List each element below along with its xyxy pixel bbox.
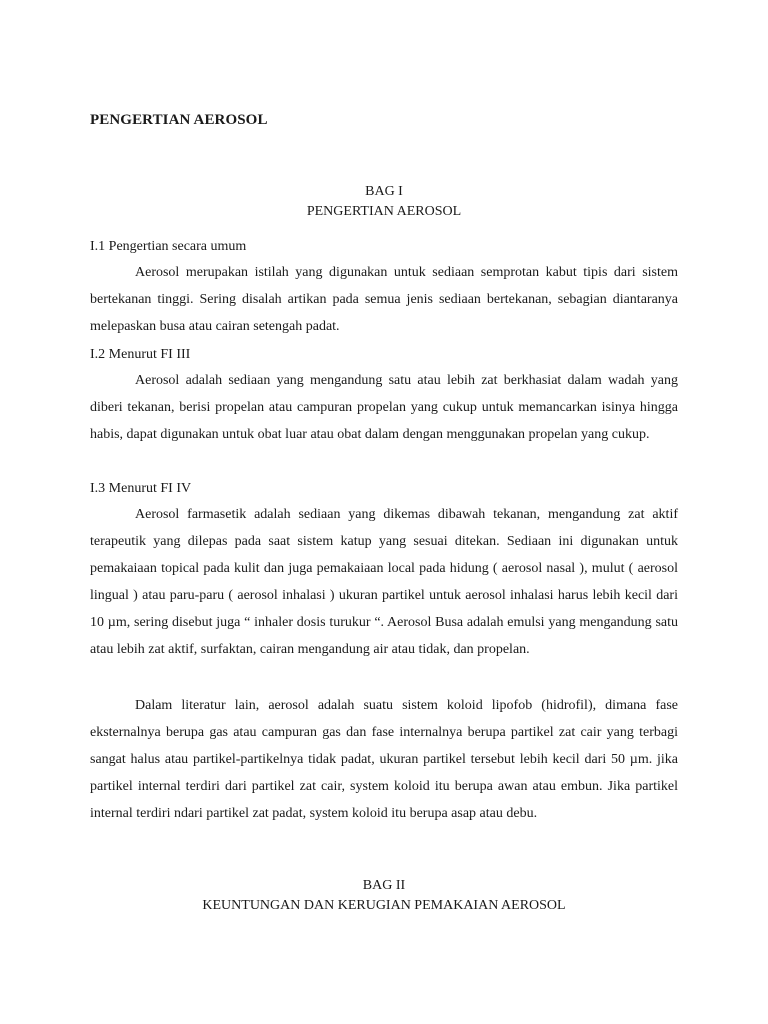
chapter-2-title: KEUNTUNGAN DAN KERUGIAN PEMAKAIAN AEROSOL bbox=[202, 898, 566, 913]
section-1-2-paragraph: Aerosol adalah sediaan yang mengandung satu atau lebih zat berkhasiat dalam wadah yang diberi tekanan, berisi propelan atau campuran propelan yang cukup untuk memancarkan isinya hingga habis, dapat digunakan untuk obat luar atau obat dalam dengan menggunakan propelan yang cukup. bbox=[90, 373, 678, 442]
section-1-1-heading: I.1 Pengertian secara umum bbox=[90, 239, 247, 254]
chapter-2-heading bbox=[90, 876, 678, 916]
section-1-2-heading: I.2 Menurut FI III bbox=[90, 347, 191, 362]
document-title: PENGERTIAN AEROSOL bbox=[90, 112, 268, 128]
chapter-1-label: BAG I bbox=[365, 184, 403, 199]
section-1-3-paragraph-2: Dalam literatur lain, aerosol adalah suatu sistem koloid lipofob (hidrofil), dimana fase eksternalnya berupa gas atau campuran gas dan fase internalnya berupa partikel zat cair yang terbagi sangat halus atau partikel-partikelnya tidak padat, ukuran partikel tersebut lebih kecil dari 50 µm. jika partikel internal terdiri dari partikel zat cair, system koloid itu berupa awan atau embun. Jika partikel internal terdiri ndari partikel zat padat, system koloid itu berupa asap atau debu. bbox=[90, 698, 678, 821]
section-1-1-paragraph: Aerosol merupakan istilah yang digunakan untuk sediaan semprotan kabut tipis dari sistem bertekanan tinggi. Sering disalah artikan pada semua jenis sediaan bertekanan, sebagian diantaranya melepaskan busa atau cairan setengah padat. bbox=[90, 265, 678, 334]
chapter-1-heading bbox=[90, 182, 678, 222]
chapter-1-title: PENGERTIAN AEROSOL bbox=[306, 204, 462, 219]
section-1-3-paragraph-1: Aerosol farmasetik adalah sediaan yang dikemas dibawah tekanan, mengandung zat aktif terapeutik yang dilepas pada saat sistem katup yang sesuai ditekan. Sediaan ini digunakan untuk pemakaiaan topical pada kulit dan juga pemakaiaan local pada hidung ( aerosol nasal ), mulut ( aerosol lingual ) atau paru-paru ( aerosol inhalasi ) ukuran partikel untuk aerosol inhalasi harus lebih kecil dari 10 µm, sering disebut juga “ inhaler dosis turukur “. Aerosol Busa adalah emulsi yang mengandung satu atau lebih zat aktif, surfaktan, cairan mengandung air atau tidak, dan propelan. bbox=[90, 507, 678, 657]
section-1-3-heading: I.3 Menurut FI IV bbox=[90, 481, 192, 496]
chapter-2-label: BAG II bbox=[362, 878, 406, 893]
